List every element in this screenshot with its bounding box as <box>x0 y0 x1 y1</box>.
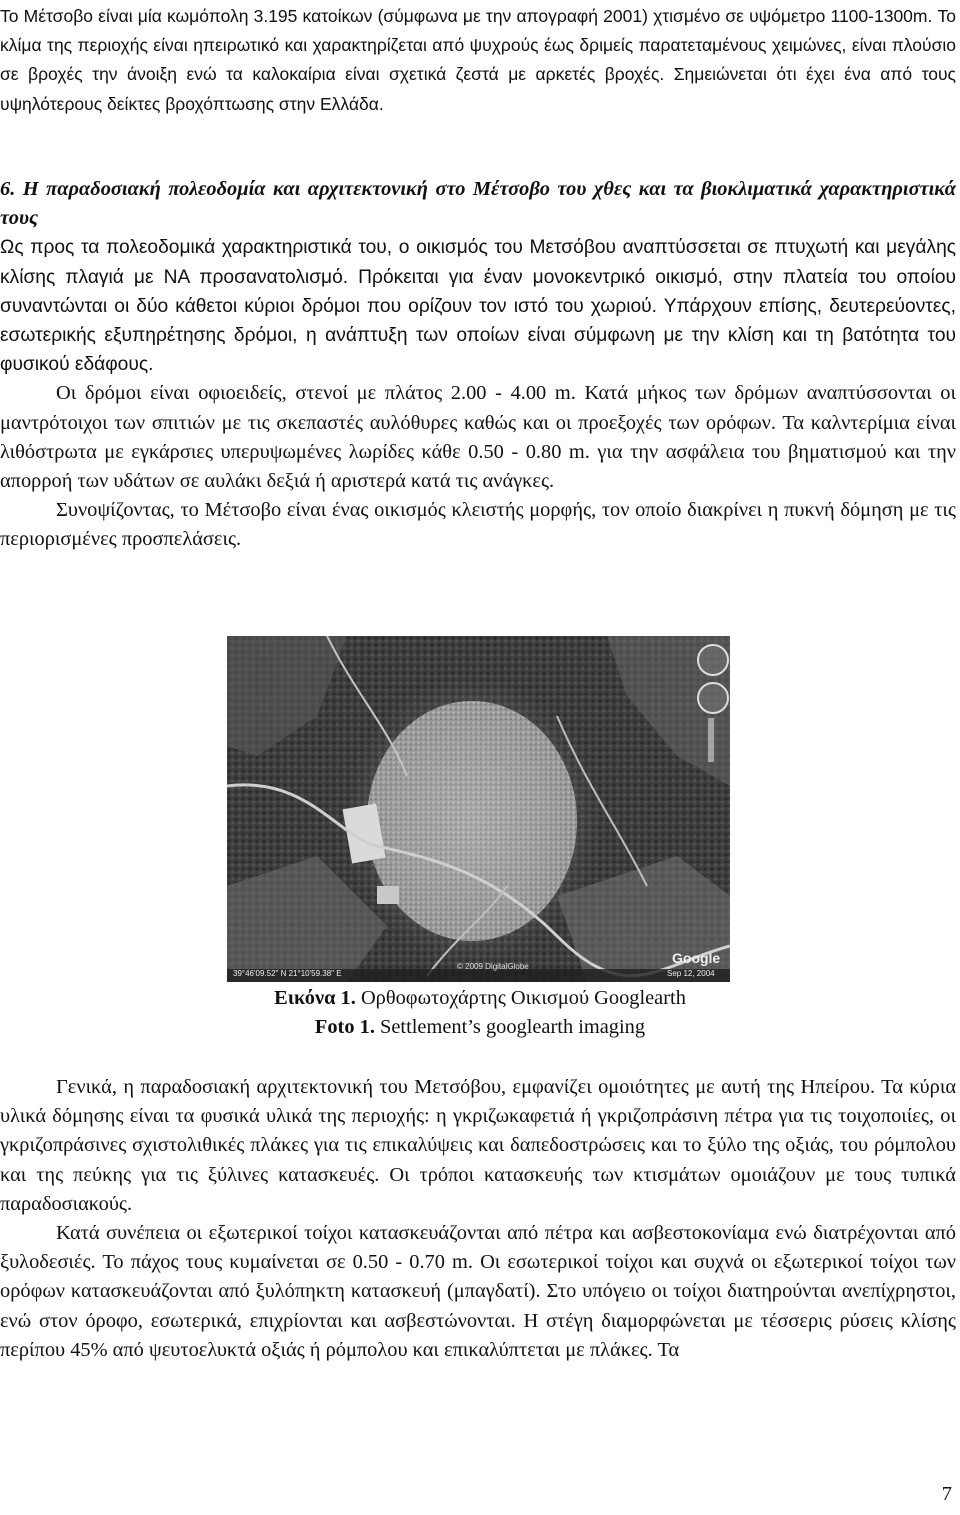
caption-english <box>0 1013 960 1042</box>
caption-english-text: Settlement’s googlearth imaging <box>374 1016 646 1038</box>
intro-text: Το Μέτσοβο είναι μία κωμόπολη 3.195 κατοίκων (σύμφωνα με την απογραφή 2001) χτισμένο σε υψόμετρο 1100-1300m. Το κλίμα της περιοχής είναι ηπειρωτικό και χαρακτηρίζεται από ψυχρούς έως δριμείς παρατεταμένους χειμώνες, είναι πλούσιο σε βροχές την άνοιξη ενώ τα καλοκαίρια είναι σχετικά ζεστά με αρκετές βροχές. Σημειώνεται ότι έχει ένα από τους υψηλότερους δείκτες βροχόπτωσης στην Ελλάδα. <box>0 6 956 114</box>
imagery-date: Sep 12, 2004 <box>667 969 715 978</box>
look-control-icon <box>697 644 729 676</box>
section-paragraph-3: Συνοψίζοντας, το Μέτσοβο είναι ένας οικισμός κλειστής μορφής, τον οποίο διακρίνει η πυκνή δόμηση με τις περιορισμένες προσπελάσεις. <box>0 499 956 551</box>
caption-greek <box>0 984 960 1013</box>
caption-greek-label: Εικόνα 1. <box>274 987 356 1009</box>
body-paragraph-1: Γενικά, η παραδοσιακή αρχιτεκτονική του Μετσόβου, εμφανίζει ομοιότητες με αυτή της Ηπείρου. Τα κύρια υλικά δόμησης είναι τα φυσικά υλικά της περιοχής: η γκριζωκαφετιά ή γκριζοπράσινη πέτρα για τις τοιχοποιίες, οι γκριζοπράσινες σχιστολιθικές πλάκες για τις επικαλύψεις και δαπεδοστρώσεις και το ξύλο της οξιάς, του ρόμπολου και της πεύκης για τις ξύλινες κατασκευές. Οι τρόποι κατασκευής των κτισμάτων ομοιάζουν με τους τυπικά παραδοσιακούς. <box>0 1076 956 1215</box>
imagery-copyright: © 2009 DigitalGlobe <box>457 962 529 971</box>
google-logo: Google <box>672 950 721 966</box>
caption-greek-text: Ορθοφωτοχάρτης Οικισμού Googlearth <box>355 987 686 1009</box>
move-control-icon <box>697 682 729 714</box>
coordinates-readout: 39°46'09.52" N 21°10'59.38" E <box>233 969 342 978</box>
satellite-photo-graphic <box>227 636 730 982</box>
zoom-slider-icon <box>708 718 714 762</box>
page-number: 7 <box>941 1483 952 1505</box>
section-6 <box>0 175 956 555</box>
section-paragraph-2: Οι δρόμοι είναι οφιοειδείς, στενοί με πλάτος 2.00 - 4.00 m. Κατά μήκος των δρόμων αναπτύσσονται οι μαντρότοιχοι των σπιτιών με τις σκεπαστές αυλόθυρες καθώς και οι προεξοχές των ορόφων. Τα καλντερίμια είναι λιθόστρωτα με εγκάρσιες υπερυψωμένες λωρίδες κάθε 0.50 - 0.80 m. για την ασφάλεια του βηματισμού και την απορροή των υδάτων σε αυλάκι δεξιά ή αριστερά κατά τις ανάγκες. <box>0 382 956 493</box>
caption-english-label: Foto 1. <box>314 1016 375 1038</box>
satellite-photo <box>227 636 730 982</box>
intro-paragraph <box>0 2 956 119</box>
body-paragraph-2: Κατά συνέπεια οι εξωτερικοί τοίχοι κατασκευάζονται από πέτρα και ασβεστοκονίαμα ενώ διατρέχονται από ξυλοδεσιές. Το πάχος τους κυμαίνεται σε 0.50 - 0.70 m. Οι εσωτερικοί τοίχοι και συχνά οι εξωτερικοί τοίχοι των ορόφων κατασκευάζονται από ξυλόπηκτη κατασκευή (μπαγδατί). Στο υπόγειο οι τοίχοι διατηρούνται ανεπίχρηστοι, ενώ στον όροφο, εσωτερικά, επιχρίονται και ασβεστώνονται. Η στέγη διαμορφώνεται με τέσσερις ρύσεις κλίσης περίπου 45% από ψευτοελυκτά οξιάς ή ρόμπολου και επικαλύπτεται με πλάκες. Τα <box>0 1222 956 1361</box>
section-paragraph-1: Ως προς τα πολεοδομικά χαρακτηριστικά του, ο οικισμός του Μετσόβου αναπτύσσεται σε πτυχωτή και μεγάλης κλίσης πλαγιά με ΝΑ προσανατολισμό. Πρόκειται για έναν μονοκεντρικό οικισμό, στην πλατεία του οποίου συναντώνται οι δύο κάθετοι κύριοι δρόμοι που ορίζουν τον ιστό του χωριού. Υπάρχουν επίσης, δευτερεύοντες, εσωτερικής εξυπηρέτησης δρόμοι, η ανάπτυξη των οποίων είναι σύμφωνη με την κλίση και τη βατότητα του φυσικού εδάφους. <box>0 237 956 376</box>
section-heading: 6. Η παραδοσιακή πολεοδομία και αρχιτεκτονική στο Μέτσοβο του χθες και τα βιοκλιματικά χαρακτηριστικά τους <box>0 178 956 230</box>
body-section <box>0 1073 956 1365</box>
